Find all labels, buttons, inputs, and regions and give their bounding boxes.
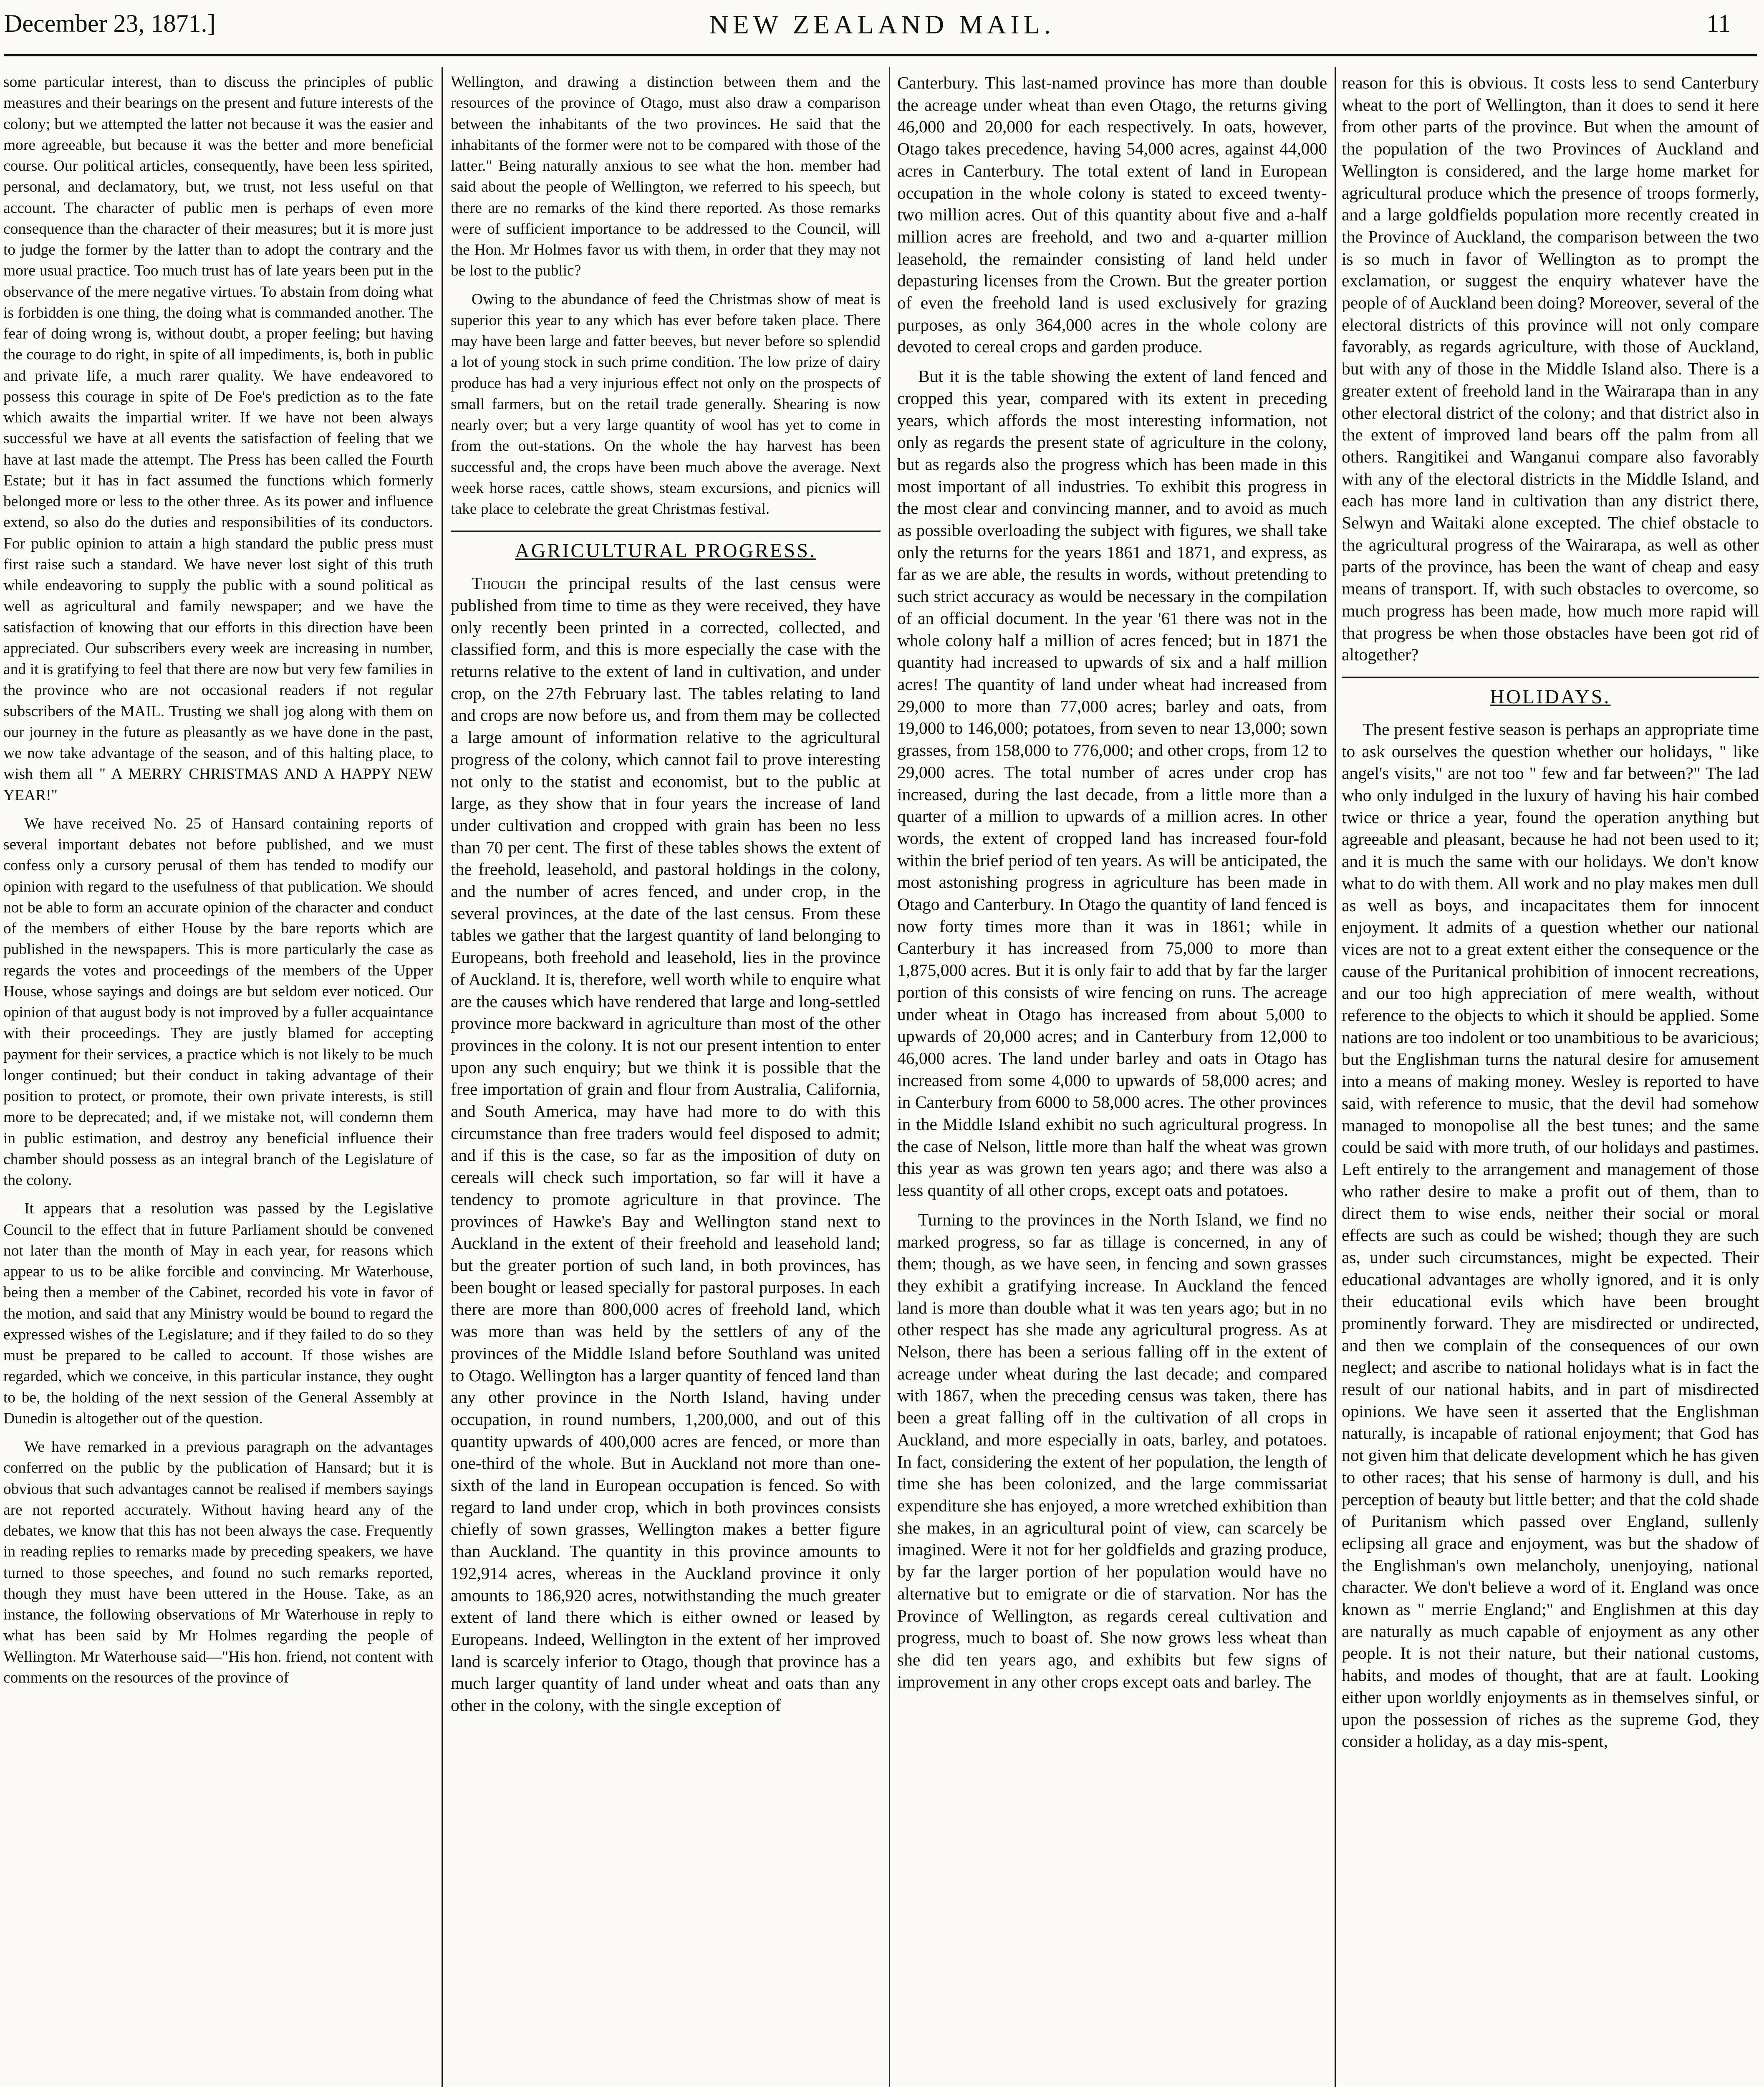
masthead-rule bbox=[4, 54, 1757, 56]
page-number: 11 bbox=[1706, 10, 1731, 37]
lead-word: Though bbox=[472, 574, 526, 593]
article-paragraph: Canterbury. This last-named province has more than double the acreage under wheat than even Otago, the returns giving 46,000 and 20,000 for each respectively. In oats, however, Otago takes precedence, having 54,000 acres, against 44,000 acres in Canterbury. The total extent of land in European occupation in the whole colony is stated to exceed twenty-two million acres. Out of this quantity about five and a-half million acres are freehold, and two and a-quarter million leasehold, the remainder consisting of land held under depasturing licenses from the Crown. But the greater portion of even the freehold land is used exclusively for grazing purposes, as only 364,000 acres in the whole colony are devoted to cereal crops and garden produce. bbox=[897, 73, 1327, 356]
column-divider bbox=[442, 67, 443, 2087]
column-4 bbox=[1342, 72, 1759, 2087]
article-paragraph: Owing to the abundance of feed the Christmas show of meat is superior this year to any which has ever before taken place. There may have been large and fatter beeves, but never before so splendid a lot of young stock in such prime condition. The low prize of dairy produce has had a very injurious effect not only on the prospects of small farmers, but on the retail trade generally. Shearing is now nearly over; but a very large quantity of wool has yet to come in from the out-stations. On the whole the hay harvest has been successful and, the crops have been much above the average. Next week horse races, cattle shows, steam excursions, and picnics will take place to celebrate the great Christmas festival. bbox=[451, 291, 881, 518]
issue-date: December 23, 1871.] bbox=[4, 10, 216, 37]
column-3 bbox=[897, 72, 1327, 2087]
heading-agricultural-progress: AGRICULTURAL PROGRESS. bbox=[515, 540, 816, 562]
column-1 bbox=[3, 72, 433, 2087]
article-paragraph: Turning to the provinces in the North Island, we find no marked progress, so far as tillage is concerned, in any of them; though, as we have seen, in fencing and sown grasses they exhibit a gratifying increase. In Auckland the fenced land is more than double what it was ten years ago; but in no other respect has she made any agricultural progress. As at Nelson, there has been a serious falling off in the extent of acreage under wheat during the last decade; and compared with 1867, when the preceding census was taken, there has been a great falling off in the cultivation of all crops in Auckland, and more especially in oats, barley, and potatoes. In fact, considering the extent of her population, the length of time she has been colonized, and the large commissariat expenditure she has enjoyed, a more wretched exhibition than she makes, in an agricultural point of view, can scarcely be imagined. Were it not for her goldfields and grazing produce, by far the larger portion of her population would have no alternative but to emigrate or die of starvation. Nor has the Province of Wellington, as regards cereal cultivation and progress, much to boast of. She now grows less wheat than she did ten years ago, and exhibits but few signs of improvement in any other crops except oats and barley. The bbox=[897, 1210, 1327, 1691]
article-paragraph bbox=[451, 572, 881, 1716]
paragraph-text: the principal results of the last census were published from time to time as they were received, they have only recently been printed in a corrected, collected, and classified form, and this is more especially the case with the returns relative to the extent of land in cultivation, and under crop, on the 27th February last. The tables relating to land and crops are now before us, and from them may be collected a large amount of information relative to the agricultural progress of the colony, which cannot fail to prove interesting not only to the statist and economist, but to the public at large, as they show that in four years the increase of land under cultivation and cropped with grain has been no less than 70 per cent. The first of these tables shows the extent of the freehold, leasehold, and pastoral holdings in the colony, and the number of acres fenced, and under crop, in the several provinces, at the date of the last census. From these tables we gather that the largest quantity of land belonging to Europeans, both freehold and leasehold, lies in the province of Auckland. It is, therefore, well worth while to enquire what are the causes which have rendered that large and long-settled province more backward in agriculture than most of the other provinces in the colony. It is not our present intention to enter upon any such enquiry; but we think it is possible that the free importation of grain and flour from Australia, California, and South America, may have had more to do with this circumstance than free traders would feel disposed to admit; and if this is the case, so far as the imposition of duty on cereals will check such importation, so far will it have a tendency to promote agriculture in that province. The provinces of Hawke's Bay and Wellington stand next to Auckland in the extent of their freehold and leasehold land; but the greater portion of such land, in both provinces, has been bought or leased specially for pastoral purposes. In each there are more than 800,000 acres of freehold land, which was more than was held by the settlers of any of the provinces of the Middle Island before Southland was united to Otago. Wellington has a larger quantity of fenced land than any other province in the North Island, having under occupation, in round numbers, 1,200,000, and out of this quantity upwards of 400,000 acres are fenced, or more than one-third of the whole. But in Auckland not more than one-sixth of the land in European occupation is fenced. So with regard to land under crop, which in both provinces consists chiefly of sown grasses, Wellington makes a better figure than Auckland. The quantity in this province amounts to 192,914 acres, whereas in the Auckland province it only amounts to 186,920 acres, notwithstanding the much greater extent of land there which is either owned or leased by Europeans. Indeed, Wellington in the extent of her improved land is scarcely inferior to Otago, though that province has a much larger quantity of land under wheat and oats than any other in the colony, with the single exception of bbox=[451, 574, 881, 1715]
article-paragraph: The present festive season is perhaps an appropriate time to ask ourselves the question whether our holidays, " like angel's visits," are not too " few and far between?" The lad who only indulged in the luxury of having his hair combed twice or thrice a year, found the operation anything but agreeable and pleasant, because he had not been used to it; and it is much the same with our holidays. We don't know what to do with them. All work and no play makes men dull as well as boys, and incapacitates them for innocent enjoyment. It admits of a question whether our national vices are not to a great extent either the consequence or the cause of the Puritanical prohibition of innocent recreations, and our too high appreciation of mere wealth, without reference to the objects to which it should be applied. Some nations are too indolent or too unambitious to be avaricious; but the Englishman turns the natural desire for amusement into a means of making money. Wesley is reported to have said, with reference to music, that the devil had somehow managed to monopolise all the best tunes; and the same could be said with more truth, of our holidays and pastimes. Left entirely to the arrangement and management of those who rather desire to make a profit out of them, than to direct them to wise ends, neither their social or moral effects are such as could be wished; though they are such as, under such circumstances, might be expected. Their educational advantages are wholly ignored, and it is only their educational evils which have been brought prominently forward. They are misdirected or undirected, and then we complain of the consequences of our own neglect; and ascribe to national holidays what is in fact the result of our national habits, and in part of misdirected opinions. We have seen it asserted that the Englishman naturally, is incapable of rational enjoyment; that God has not given him that delicate development which he has given to other races; that his sense of harmony is dull, and his perception of beauty but little better; and that the cold shade of Puritanism which passed over England, sullenly eclipsing all grace and enjoyment, was but the shadow of the Englishman's own melancholy, unenjoying, national character. We don't believe a word of it. England was once known as " merrie England;" and Englishmen at this day are naturally as much capable of enjoyment as any other people. It is not their nature, but their national customs, habits, and modes of thought, that are at fault. Looking either upon worldly enjoyments as in themselves sinful, or upon the possession of riches as the supreme God, they consider a holiday, as a day mis-spent, bbox=[1342, 719, 1759, 1751]
section-heading bbox=[451, 531, 881, 564]
article-paragraph: But it is the table showing the extent of land fenced and cropped this year, compared with its extent in preceding years, which affords the most interesting information, not only as regards the present state of agriculture in the colony, but as regards also the progress which has been made in this most important of all industries. To exhibit this progress in the most clear and convincing manner, and to avoid as much as possible overloading the subject with figures, we shall take only the returns for the years 1861 and 1871, and express, as far as we are able, the results in words, without pretending to such strict accuracy as would be necessary in the compilation of an official document. In the year '61 there was not in the whole colony half a million of acres fenced; but in 1871 the quantity had increased to upwards of six and a half million acres! The quantity of land under wheat had increased from 29,000 to more than 77,000 acres; barley and oats, from 19,000 to 146,000; potatoes, from seven to near 13,000; sown grasses, from 158,000 to 776,000; and other crops, from 12 to 29,000 acres. The total number of acres under crop has increased, during the last decade, from a little more than a quarter of a million to upwards of a million acres. In other words, the extent of cropped land has increased four-fold within the brief period of ten years. As will be anticipated, the most astonishing progress in agriculture has been made in Otago and Canterbury. In Otago the quantity of land fenced is now forty times more than it was in 1861; while in Canterbury it has increased from 75,000 to more than 1,875,000 acres. But it is only fair to add that by far the larger portion of this consists of wire fencing on runs. The acreage under wheat in Otago has increased from about 5,000 to upwards of 20,000 acres; and in Canterbury from 12,000 to 46,000 acres. The land under barley and oats in Otago has increased from some 4,000 to upwards of 58,000 acres; and in Canterbury from 6000 to 58,000 acres. The other provinces in the Middle Island exhibit no such agricultural progress. In the case of Nelson, little more than half the wheat was grown this year as was grown ten years ago; and there was also a less quantity of all other crops, except oats and potatoes. bbox=[897, 366, 1327, 1200]
column-divider bbox=[889, 67, 890, 2087]
article-paragraph: We have remarked in a previous paragraph on the advantages conferred on the public by the publication of Hansard; but it is obvious that such advantages cannot be realised if members sayings are not reported accurately. Without having heard any of the debates, we know that this has not been always the case. Frequently in reading replies to remarks made by preceding speakers, we have turned to those speeches, and found no such remarks reported, though they must have been uttered in the House. Take, as an instance, the following observations of Mr Waterhouse in reply to what has been said by Mr Holmes regarding the people of Wellington. Mr Waterhouse said—"His hon. friend, not content with comments on the resources of the province of bbox=[3, 1438, 433, 1686]
section-heading bbox=[1342, 677, 1759, 710]
article-paragraph: reason for this is obvious. It costs less to send Canterbury wheat to the port of Wellington, than it does to send it here from other parts of the province. But when the amount of the population of the two Provinces of Auckland and Wellington is considered, and the large home market for agricultural produce which the presence of troops formerly, and a large goldfields population more recently created in the Province of Auckland, the comparison between the two is so much in favor of Wellington as to prompt the exclamation, or suggest the enquiry whatever have the people of of Auckland been doing? Moreover, several of the electoral districts of this province will not only compare favorably, as regards agriculture, with those of Auckland, but with any of those in the Middle Island also. There is a greater extent of freehold land in the Wairarapa than in any other electoral district of the colony; and that district also in the extent of improved land bears off the palm from all others. Rangitikei and Wanganui compare also favorably with any of the electoral districts in the Middle Island, and each has more land in cultivation than any district there, Selwyn and Waitaki alone excepted. The chief obstacle to the agricultural progress of the Wairarapa, as well as other parts of the province, has been the want of cheap and easy means of transport. If, with such obstacles to overcome, so much progress has been made, how much more rapid will that progress be when those obstacles have been got rid of altogether? bbox=[1342, 73, 1759, 665]
column-2 bbox=[451, 72, 881, 2087]
article-paragraph: We have received No. 25 of Hansard containing reports of several important debates not before published, and we must confess only a cursory perusal of them has tended to modify our opinion with regard to the usefulness of that publication. We should not be able to form an accurate opinion of the character and conduct of the members of either House by the bare reports which are published in the newspapers. This is more particularly the case as regards the votes and proceedings of the members of the Upper House, whose sayings and doings are but seldom ever noticed. Our opinion of that august body is not improved by a fuller acquaintance with their proceedings. They are justly blamed for accepting payment for their services, a practice which is not likely to be much longer continued; but their conduct in taking advantage of their position to protect, or promote, their own private interests, is still more to be deprecated; and, if we mistake not, will condemn them in public estimation, and destroy any beneficial influence their chamber should possess as an integral branch of the Legislature of the colony. bbox=[3, 815, 433, 1189]
heading-holidays: HOLIDAYS. bbox=[1490, 685, 1611, 708]
newspaper-title: NEW ZEALAND MAIL. bbox=[709, 10, 1055, 39]
article-paragraph: some particular interest, than to discuss the principles of public measures and their bearings on the present and future interests of the colony; but we attempted the latter not because it was the easier and more agreeable, but because it was the better and more beneficial course. Our political articles, consequently, have been less spirited, personal, and declamatory, but, we trust, not less useful on that account. The character of public men is perhaps of even more consequence than the character of their measures; but it is more just to judge the former by the latter than to adopt the contrary and the more usual practice. Too much trust has of late years been put in the observance of the mere negative virtues. To abstain from doing what is forbidden is one thing, the doing what is commanded another. The fear of doing wrong is, without doubt, a proper feeling; but having the courage to do right, in spite of all impediments, is, both in public and private life, a much rarer quality. We have endeavored to possess this courage in spite of De Foe's prediction as to the fate which awaits the impartial writer. If we have not been always successful we have at all events the satisfaction of feeling that we have at last made the attempt. The Press has been called the Fourth Estate; but it has in fact assumed the functions which formerly belonged more or less to the other three. As its power and influence extend, so also do the duties and responsibilities of its conductors. For public opinion to attain a high standard the public press must first raise such a standard. We have never lost sight of this truth while endeavoring to supply the public with a sound political as well as agricultural and family newspaper; and we have the satisfaction of knowing that our efforts in this direction have been appreciated. Our subscribers every week are increasing in number, and it is gratifying to feel that there are now but very few families in the province who are not occasional readers if not regular subscribers of the MAIL. Trusting we shall jog along with them on our journey in the future as pleasantly as we have done in the past, we now take advantage of the season, and of this halting place, to wish them all " A MERRY CHRISTMAS AND A HAPPY NEW YEAR!" bbox=[3, 73, 433, 804]
article-paragraph: Wellington, and drawing a distinction between them and the resources of the province of Otago, must also draw a comparison between the inhabitants of the two provinces. He said that the inhabitants of the former were not to be compared with those of the latter." Being naturally anxious to see what the hon. member had said about the people of Wellington, we referred to his speech, but there are no remarks of the kind there reported. As those remarks were of sufficient importance to be addressed to the Council, will the Hon. Mr Holmes favor us with them, in order that they may not be lost to the public? bbox=[451, 73, 881, 280]
masthead bbox=[0, 0, 1764, 50]
article-paragraph: It appears that a resolution was passed by the Legislative Council to the effect that in future Parliament should be convened not later than the month of May in each year, for reasons which appear to us to be alike forcible and convincing. Mr Waterhouse, being then a member of the Cabinet, recorded his vote in favor of the motion, and said that any Ministry would be bound to regard the expressed wishes of the Legislature; and if they failed to do so they must be prepared to be called to account. If those wishes are regarded, which we conceive, in this particular instance, they ought to be, the holding of the next session of the General Assembly at Dunedin is altogether out of the question. bbox=[3, 1200, 433, 1427]
column-divider bbox=[1335, 67, 1336, 2087]
